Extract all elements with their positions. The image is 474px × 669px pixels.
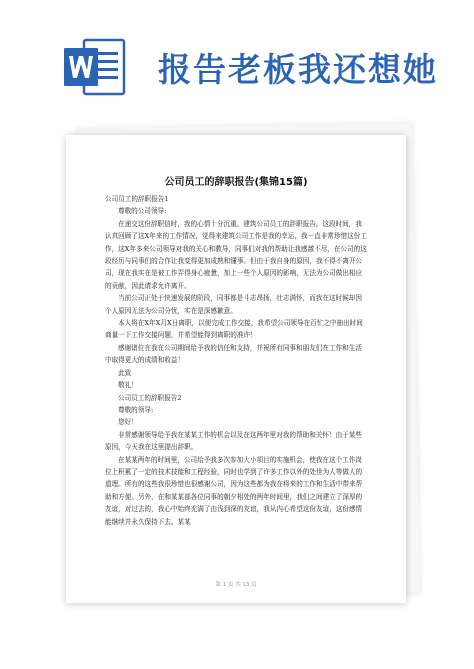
banner	[0, 0, 474, 115]
document-paragraph: 公司员工的辞职报告1	[105, 195, 169, 203]
document-paragraph: 此致	[118, 368, 132, 377]
page-footer: 第 1 页 共 13 页	[215, 582, 257, 588]
document-paragraph: 非常感谢领导给予我在某某工作的机会以及在这两年里对我的帮助和关怀！由于某些原因，今天我在这里提出辞职。	[105, 430, 362, 452]
document-paragraph: 在某某两年的时间里，公司给予我多次参加大小项目的实施机会，使我在这个工作岗位上积累了一定的技术技能和工程经验，同时也学到了许多工作以外的处世为人等做人的道理。所有的这些我很珍惜也很感谢公司，因为这些都为我在将来的工作和生活中带来帮助和方便。另外，在和某某部各位同事的朝夕相处的两年时间里，我们之间建立了深厚的友谊，对过去的，我心中始终充满了由浅到深的友谊，我从内心希望这份友谊，这份感情能继续并永久保持下去。某某	[105, 455, 363, 526]
document-paragraph: 尊敬的公司领导:	[118, 207, 167, 216]
banner-title: 报告老板我还想她	[158, 50, 438, 89]
document-page	[66, 135, 406, 603]
document-paragraph: 您好！	[118, 418, 138, 427]
document-paragraph: 在递交这份辞职信时，我的心情十分沉重。建筑公司员工的辞职报告。这段时间，我认真回顾了这X年来的工作情况，觉得来建筑公司工作是我的幸运，我一直非常珍惜这份工作，这X年多来公司领导对我的关心和教导，同事们对我的帮助让我感激不尽，在公司的这段经历与同事们的合作让我变得更加成熟和懂事。但由于我自身的原因，我不得不离开公司，现在我实在是被工作弄得身心疲惫，加上一些个人原因的影响，无法为公司做出相应的贡献，因此请求允许离开。	[105, 219, 367, 290]
document-body	[105, 193, 367, 528]
document-title: 公司员工的辞职报告(集锦15篇)	[164, 177, 308, 188]
document-paragraph: 敬礼！	[118, 381, 138, 390]
document-paragraph: 本人将在X年X月X日离职，以便完成工作交接，我希望公司领导在百忙之中抽出时间商量一下工作交接问题，并希望能得到离职的准许！	[105, 319, 363, 340]
document-paragraph: 当前公司正处于快速发展的阶段，同事都是斗志昂扬，壮志满怀，而我在这时候却因个人原因无法为公司分忧，实在是深感歉意。	[105, 294, 362, 315]
document-paragraph: 公司员工的辞职报告2	[118, 393, 182, 402]
document-paragraph: 感谢诸位在我在公司期间给予我的信任和支持，并祝所有同事和朋友们在工作和生活中取得更大的成绩和收益！	[105, 343, 362, 365]
document-paragraph: 尊敬的领导:	[118, 405, 154, 414]
word-document-icon	[62, 36, 126, 98]
